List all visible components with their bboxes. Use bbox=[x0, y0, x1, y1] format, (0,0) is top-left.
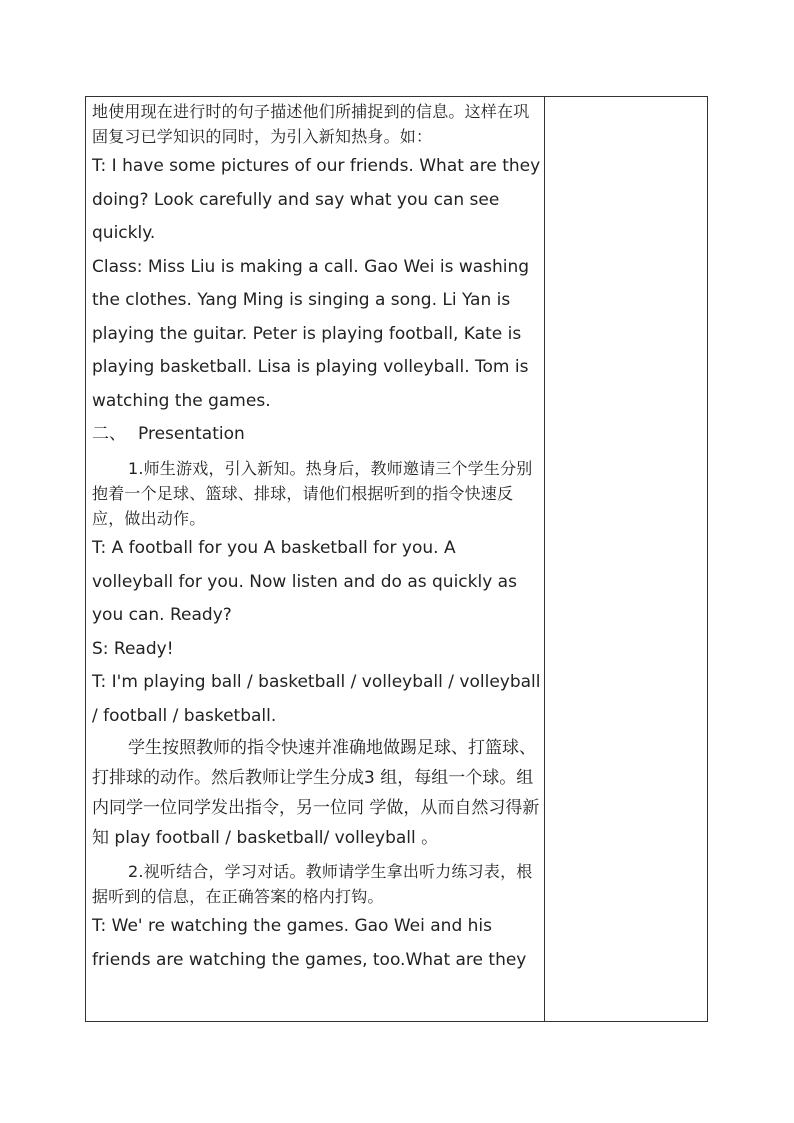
paragraph-cn-1: 地使用现在进行时的句子描述他们所捕捉到的信息。这样在巩固复习已学知识的同时，为引入新知热身。如： bbox=[92, 102, 530, 146]
section-heading bbox=[92, 418, 542, 451]
lesson-content-cell bbox=[92, 97, 542, 977]
section-number: 二、 bbox=[92, 424, 126, 444]
paragraph-en-teacher-2: T: A football for you A basketball for you. A volleyball for you. Now listen and do as quickly as you can. Ready? bbox=[92, 538, 517, 625]
paragraph-en-teacher-3: T: I'm playing ball / basketball / volleyball / volleyball / football / basketball. bbox=[92, 672, 541, 726]
paragraph-en-teacher-1: T: I have some pictures of our friends. What are they doing? Look carefully and say what you can see quickly. bbox=[92, 156, 541, 243]
paragraph-cn-3: 2.视听结合，学习对话。教师请学生拿出听力练习表，根据听到的信息，在正确答案的格内打钩。 bbox=[92, 862, 533, 906]
paragraph-en-teacher-4: T: We' re watching the games. Gao Wei and his friends are watching the games, too.What are they bbox=[92, 916, 527, 970]
paragraph-en-student: S: Ready! bbox=[92, 638, 174, 659]
paragraph-en-class: Class: Miss Liu is making a call. Gao Wei is washing the clothes. Yang Ming is singing a song. Li Yan is playing the guitar. Peter is playing football, Kate is playing basketball. Lisa is playing volleyball. Tom is watching the games. bbox=[92, 256, 530, 411]
column-divider bbox=[544, 97, 545, 1021]
section-title: Presentation bbox=[138, 424, 245, 444]
lesson-table bbox=[85, 96, 708, 1022]
paragraph-cn-2: 1.师生游戏，引入新知。热身后，教师邀请三个学生分别抱着一个足球、篮球、排球，请他们根据听到的指令快速反应，做出动作。 bbox=[92, 459, 533, 528]
paragraph-mixed: 学生按照教师的指令快速并准确地做踢足球、打篮球、打排球的动作。然后教师让学生分成3 组，每组一个球。组内同学一位同学发出指令，另一位同 学做，从而自然习得新知 play football / basketball/ volleyball 。 bbox=[92, 738, 540, 848]
